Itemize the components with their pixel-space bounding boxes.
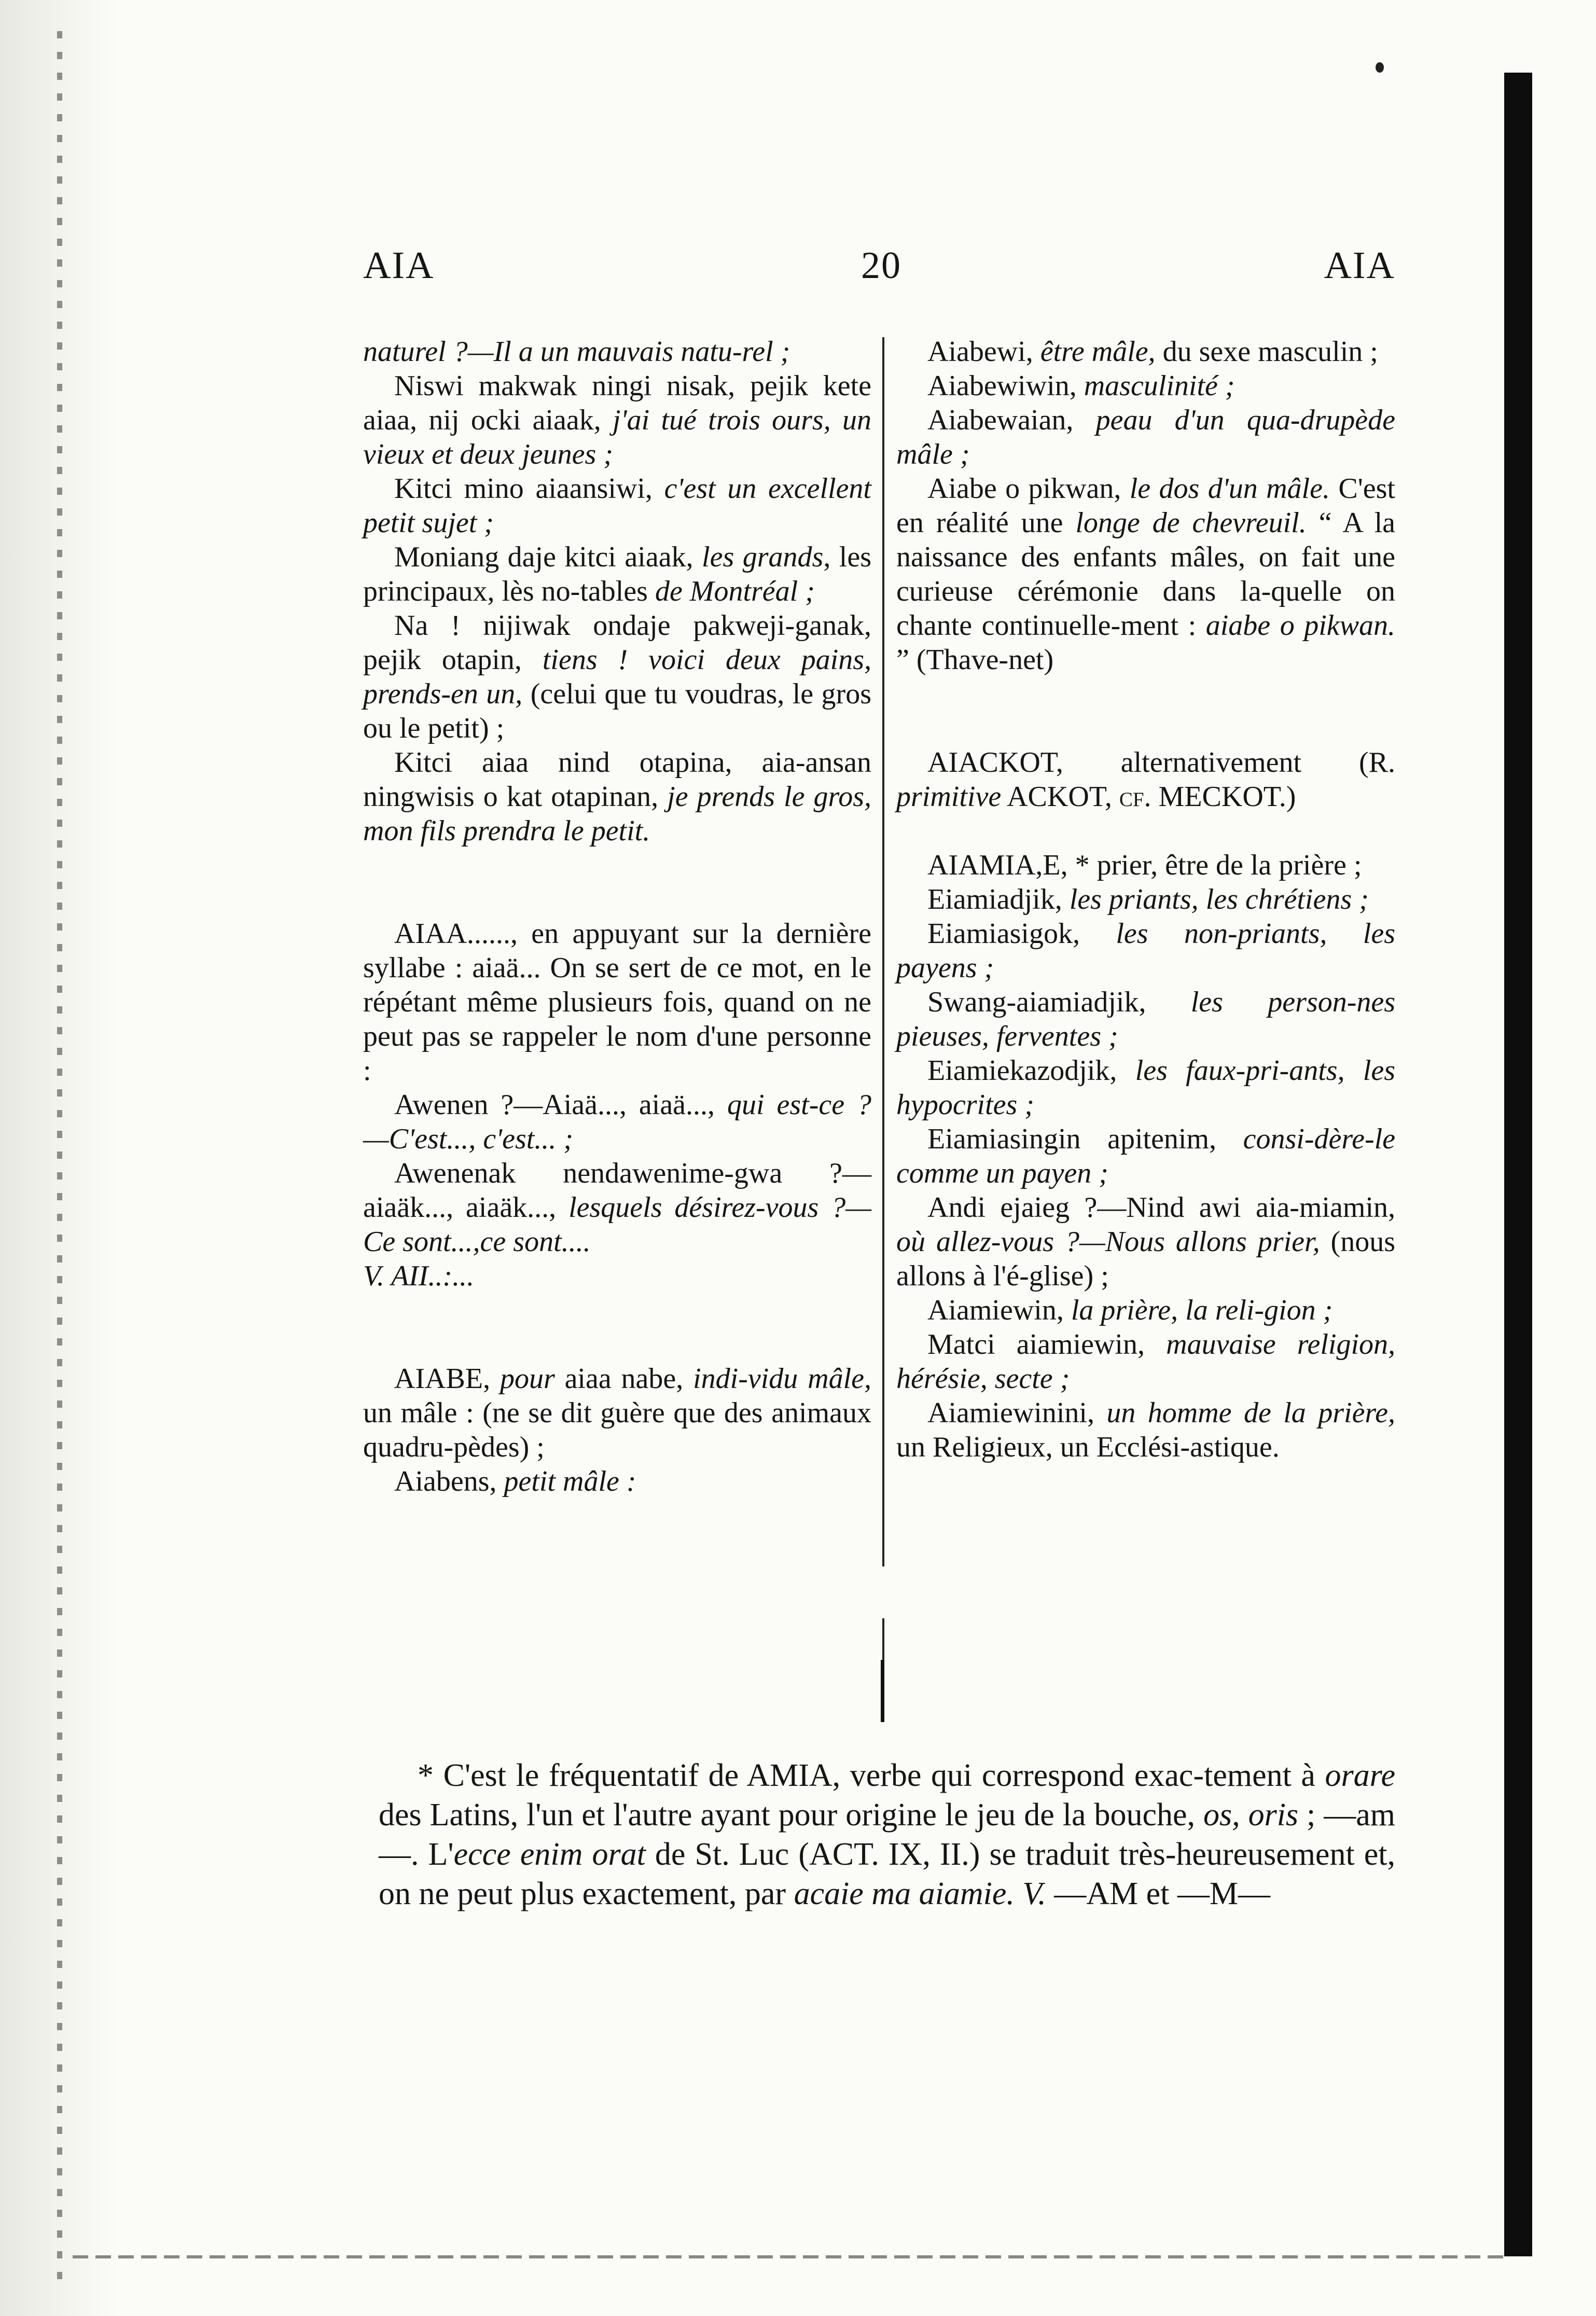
left-column	[363, 335, 871, 1499]
entry-example	[363, 745, 871, 848]
french-gloss: masculinité ;	[1084, 370, 1235, 402]
entry-example	[363, 540, 871, 608]
french-gloss: pour	[499, 1363, 555, 1395]
footnote-part: des Latins, l'un et l'autre ayant pour origine le jeu de la bouche,	[379, 1797, 1203, 1833]
cross-reference: V.	[1014, 1876, 1046, 1911]
entry-example	[363, 1464, 871, 1499]
entry-headword-aiabe	[363, 1362, 871, 1464]
running-head-right: AIA	[1324, 244, 1395, 287]
entry-line	[363, 335, 871, 369]
ojibwe-text: Andi ejaieg ?—Nind awi aia-miamin,	[927, 1191, 1395, 1224]
french-gloss: c'est un excellent petit sujet ;	[363, 473, 871, 539]
entry-example	[896, 369, 1395, 403]
entry-example	[363, 608, 871, 745]
french-gloss: primitive	[896, 781, 1002, 813]
entry-text: naturel ?—Il a un mauvais natu-rel ;	[363, 336, 790, 368]
french-gloss: les priants, les chrétiens ;	[1069, 883, 1369, 916]
french-gloss: indi-vidu mâle,	[693, 1363, 871, 1395]
french-gloss: peau d'un qua-drupède mâle ;	[896, 404, 1396, 470]
entry-headword-aiamia	[896, 848, 1395, 882]
french-gloss: les non-priants, les payens ;	[896, 918, 1395, 984]
column-divider-lower	[881, 1660, 884, 1722]
entry-example	[896, 917, 1395, 985]
ojibwe-text: Kitci aiaa nind otapina, aia-ansan ningwisis o kat otapinan,	[363, 746, 871, 813]
entry-example	[896, 1293, 1395, 1327]
ojibwe-text: Awenenak nendawenime-gwa ?—aiaäk..., aiaäk...,	[363, 1157, 871, 1224]
latin-term: os, oris	[1203, 1797, 1299, 1833]
entry-text: AIAA......, en appuyant sur la dernière syllabe : aiaä... On se sert de ce mot, en le répétant même plusieurs fois, quand on ne peut pas se rappeler le nom d'une personne :	[363, 918, 871, 1087]
entry-example	[896, 1327, 1395, 1396]
footnote-part: —AM et —M—	[1046, 1876, 1271, 1911]
column-divider-gap	[882, 1566, 884, 1618]
french-gloss: les person-nes pieuses, ferventes ;	[896, 986, 1395, 1052]
footnote-part: de St. Luc (ACT. IX, II.) se traduit très-heureusement et, on ne peut plus exactement, par	[379, 1837, 1396, 1911]
headword-text: AIABE,	[394, 1363, 500, 1395]
ojibwe-text: Swang-aiamiadjik,	[927, 986, 1191, 1018]
ojibwe-text: Aiabe o pikwan,	[927, 473, 1130, 505]
french-gloss: de Montréal ;	[655, 575, 815, 607]
headword-text: AIAMIA,E, * prier, être de la prière ;	[927, 849, 1362, 881]
french-gloss: un homme de la prière,	[1106, 1397, 1395, 1429]
footnote-part: * C'est le fréquentatif de AMIA, verbe qui correspond exac-tement à	[418, 1758, 1325, 1793]
french-gloss: les faux-pri-ants, les hypocrites ;	[896, 1055, 1395, 1121]
entry-example	[896, 985, 1395, 1053]
entry-example	[363, 369, 871, 471]
french-text: C'est en réalité une	[896, 473, 1395, 539]
ink-speck	[1376, 62, 1384, 73]
column-divider	[882, 337, 884, 1712]
french-gloss: j'ai tué trois ours, un vieux et deux jeunes ;	[363, 404, 871, 470]
entry-example	[896, 1122, 1395, 1190]
ojibwe-text: Awenen ?—Aiaä..., aiaä...,	[394, 1089, 727, 1121]
french-gloss: être mâle,	[1040, 336, 1156, 368]
ojibwe-text: Na ! nijiwak ondaje pakweji-ganak, pejik otapin,	[363, 609, 871, 676]
ojibwe-text: Kitci mino aiaansiwi,	[394, 473, 664, 505]
right-column	[896, 335, 1395, 1464]
french-gloss: lesquels désirez-vous ?—Ce sont...,ce sont....	[363, 1191, 872, 1258]
french-gloss: qui est-ce ?—C'est..., c'est... ;	[363, 1089, 871, 1155]
french-text: un Religieux, un Ecclési-astique.	[896, 1431, 1280, 1463]
running-head	[363, 244, 1395, 296]
entry-example	[363, 1088, 871, 1156]
entry-example	[896, 471, 1395, 677]
french-text: du sexe masculin ;	[1155, 336, 1378, 368]
french-text: (nous allons à l'é-glise) ;	[896, 1226, 1395, 1292]
page-edge-bar	[1504, 73, 1532, 2256]
ojibwe-text: Aiabens,	[394, 1465, 504, 1497]
headword-text: AIACKOT, alternativement (R.	[927, 746, 1395, 779]
footnote	[379, 1756, 1395, 1913]
footnote-part: ; —am—. L'	[379, 1797, 1395, 1872]
french-gloss: le dos d'un mâle.	[1129, 473, 1330, 505]
entry-example	[363, 471, 871, 540]
running-head-left: AIA	[363, 244, 435, 287]
ojibwe-text: Aiabewiwin,	[927, 370, 1084, 402]
ojibwe-text: aiaa nabe,	[554, 1363, 693, 1395]
etymology-text: ACKOT, cf. MECKOT.)	[1001, 781, 1296, 813]
french-text: un mâle : (ne se dit guère que des animaux quadru-pèdes) ;	[363, 1397, 871, 1463]
ojibwe-text: Aiabewaian,	[927, 404, 1096, 436]
entry-example	[896, 335, 1395, 369]
ojibwe-text: Eiamiasigok,	[927, 918, 1116, 950]
ojibwe-text: Niswi makwak ningi nisak, pejik kete aiaa, nij ocki aiaak,	[363, 370, 871, 436]
french-text: , les principaux, lès no-tables	[363, 541, 871, 607]
french-gloss: aiabe o pikwan.	[1205, 609, 1395, 642]
french-gloss: je prends le gros, mon fils prendra le petit.	[363, 781, 872, 847]
ojibwe-text: Moniang daje kitci aiaak,	[394, 541, 702, 573]
page-number: 20	[861, 244, 901, 287]
entry-example	[896, 1396, 1395, 1464]
entry-example	[896, 882, 1395, 917]
ojibwe-text: Aiabewi,	[927, 336, 1040, 368]
ojibwe-text: Eiamiekazodjik,	[927, 1055, 1135, 1087]
french-text: (celui que tu voudras, le gros ou le petit) ;	[363, 678, 871, 744]
french-gloss: où allez-vous ?—Nous allons prier,	[896, 1226, 1320, 1258]
ojibwe-text: Aiamiewinini,	[927, 1397, 1107, 1429]
cross-reference: V. AII..:...	[363, 1260, 475, 1292]
citation: ” (Thave-net)	[896, 644, 1054, 676]
ojibwe-text: Eiamiasingin apitenim,	[927, 1123, 1243, 1155]
ojibwe-quote: acaie ma aiamie.	[794, 1876, 1015, 1911]
entry-headword-aiaa	[363, 917, 871, 1088]
french-gloss: tiens ! voici deux pains, prends-en un,	[363, 644, 871, 710]
french-gloss: mauvaise religion, hérésie, secte ;	[896, 1328, 1395, 1395]
french-gloss: consi-dère-le comme un payen ;	[896, 1123, 1395, 1189]
entry-example	[896, 1190, 1395, 1293]
french-gloss: longe de chevreuil.	[1075, 507, 1307, 539]
footnote-text	[379, 1756, 1395, 1913]
latin-term: orare	[1325, 1758, 1395, 1793]
entry-headword-aiackot	[896, 745, 1395, 814]
entry-example	[896, 1053, 1395, 1122]
french-text: “ A la naissance des enfants mâles, on fait une curieuse cérémonie dans la-quelle on chante continuelle-ment :	[896, 507, 1395, 642]
entry-example	[363, 1156, 871, 1293]
ojibwe-text: Matci aiamiewin,	[927, 1328, 1167, 1361]
binding-edge-marks	[57, 31, 62, 2287]
ojibwe-text: Eiamiadjik,	[927, 883, 1070, 916]
latin-quote: ecce enim orat	[453, 1837, 646, 1872]
ojibwe-text: Aiamiewin,	[927, 1294, 1071, 1326]
french-gloss: les grands	[702, 541, 824, 573]
french-gloss: petit mâle :	[504, 1465, 636, 1497]
french-gloss: la prière, la reli-gion ;	[1071, 1294, 1333, 1326]
bottom-edge-marks	[73, 2255, 1504, 2258]
entry-example	[896, 403, 1395, 471]
